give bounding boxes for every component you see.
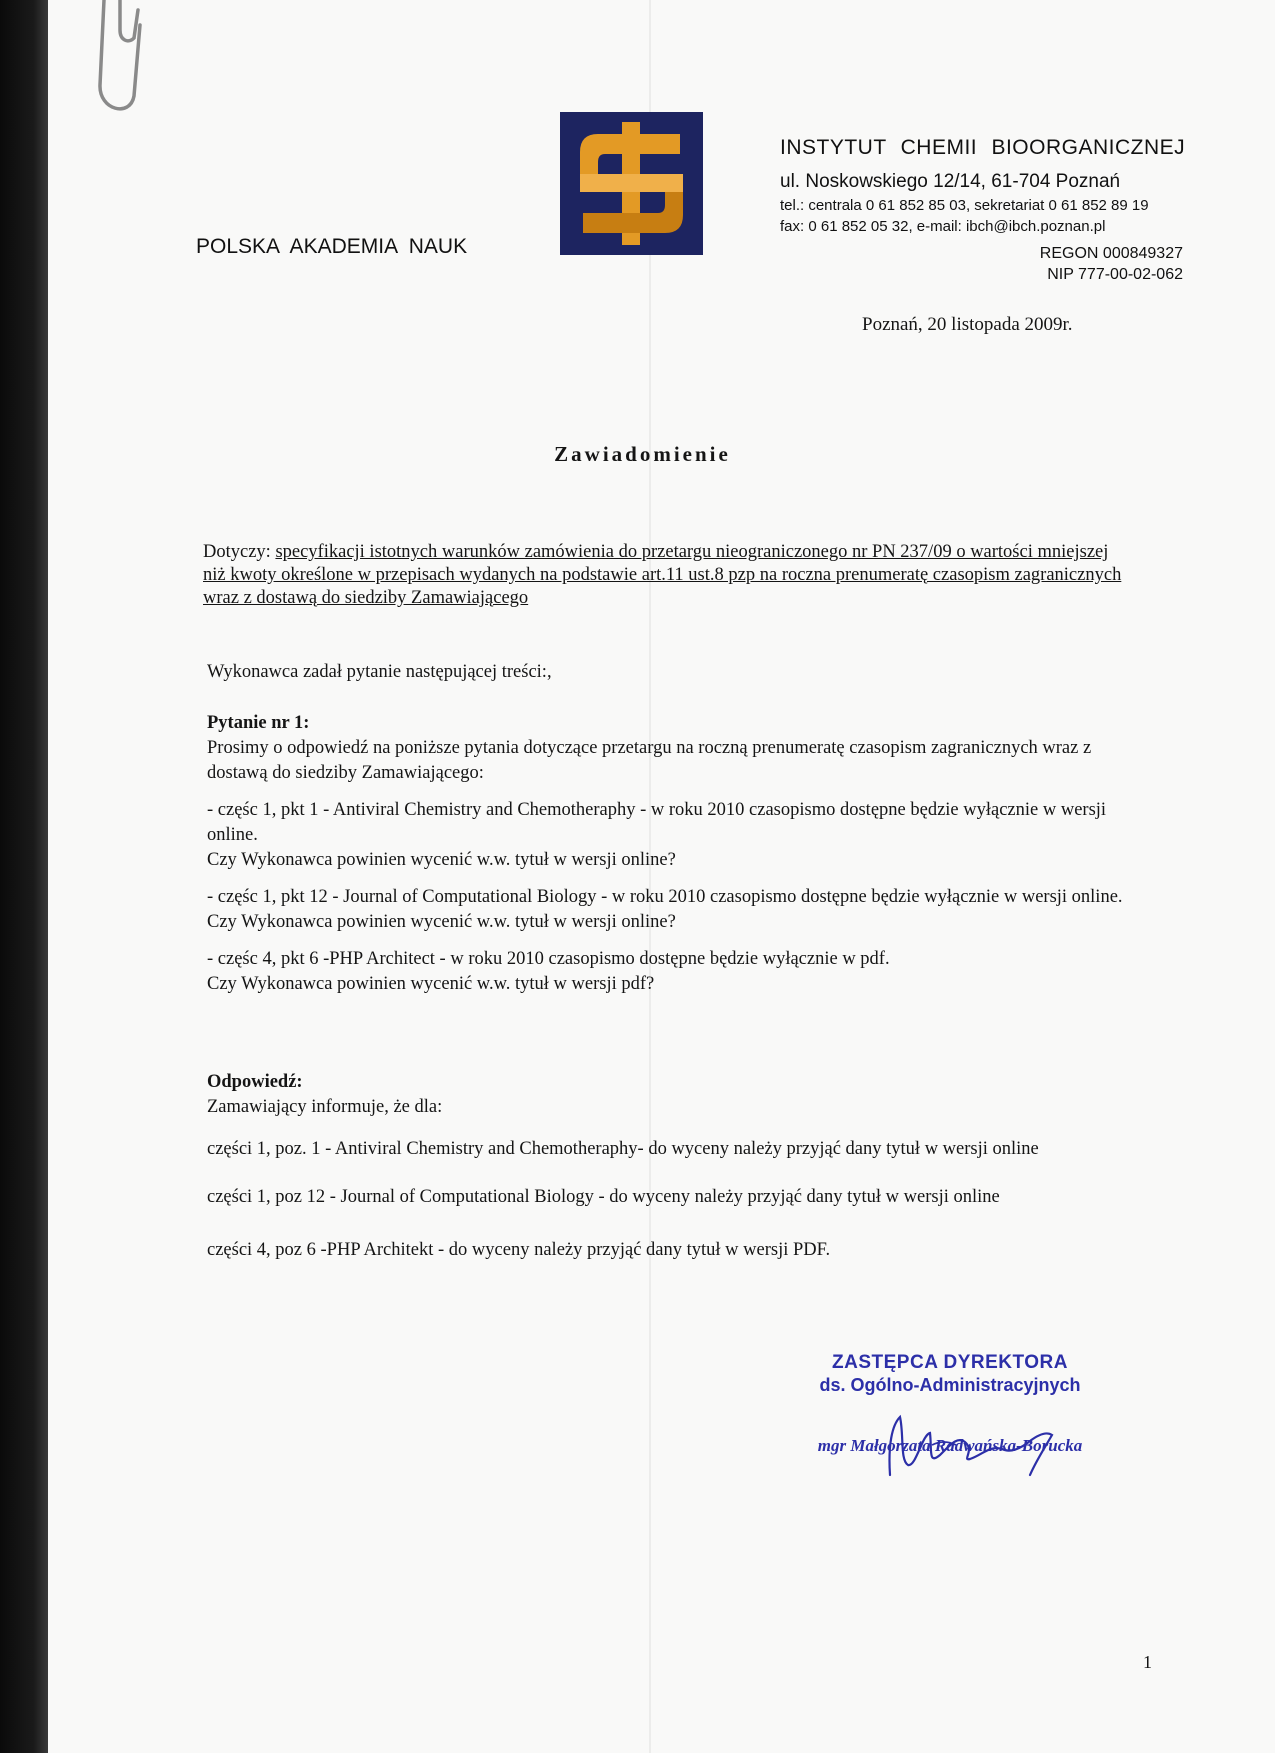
institute-address: ul. Noskowskiego 12/14, 61-704 Poznań (780, 171, 1121, 192)
institute-nip: NIP 777-00-02-062 (1047, 266, 1183, 283)
question-item-ask: Czy Wykonawca powinien wycenić w.w. tytuł w wersji online? (207, 912, 676, 932)
question-item (207, 947, 1147, 997)
subject-block (203, 541, 1133, 610)
document-date: Poznań, 20 listopada 2009r. (862, 314, 1073, 335)
question-item-line: - częśc 1, pkt 1 - Antiviral Chemistry and Chemotheraphy - w roku 2010 czasopismo dostępne będzie wyłącznie w wersji online. (207, 800, 1107, 845)
answer-intro: Zamawiający informuje, że dla: (207, 1097, 443, 1117)
question-block (207, 711, 1147, 1009)
institute-fax-email: fax: 0 61 852 05 32, e-mail: ibch@ibch.poznan.pl (780, 218, 1106, 235)
institute-regon: REGON 000849327 (1039, 245, 1183, 262)
stamp-department: ds. Ogólno-Administracyjnych (819, 1375, 1081, 1395)
question-item-ask: Czy Wykonawca powinien wycenić w.w. tytuł w wersji online? (207, 850, 676, 870)
question-heading: Pytanie nr 1: (207, 713, 310, 733)
answer-block (207, 1070, 1147, 1120)
subject-label: Dotyczy: (203, 542, 271, 562)
institute-name: INSTYTUT CHEMII BIOORGANICZNEJ (780, 136, 1186, 159)
answer-heading: Odpowiedź: (207, 1072, 303, 1092)
answer-item: części 4, poz 6 -PHP Architekt - do wyceny należy przyjąć dany tytuł w wersji PDF. (207, 1240, 831, 1260)
page-number: 1 (1143, 1652, 1152, 1672)
scan-left-edge (0, 0, 48, 1753)
question-text: Prosimy o odpowiedź na poniższe pytania dotyczące przetargu na roczną prenumeratę czasopism zagranicznych wraz z dostawą do siedziby Zamawiającego: (207, 738, 1092, 783)
answer-item: części 1, poz 12 - Journal of Computational Biology - do wyceny należy przyjąć dany tytuł w wersji online (207, 1187, 1000, 1207)
question-item-ask: Czy Wykonawca powinien wycenić w.w. tytuł w wersji pdf? (207, 974, 655, 994)
document-title: Zawiadomienie (554, 442, 731, 466)
stamp-title: ZASTĘPCA DYREKTORA (832, 1352, 1068, 1373)
question-item (207, 798, 1147, 873)
question-item-line: - częśc 1, pkt 12 - Journal of Computational Biology - w roku 2010 czasopismo dostępne będzie wyłącznie w wersji online. (207, 887, 1123, 907)
organization-name: POLSKA AKADEMIA NAUK (196, 235, 468, 258)
institute-logo-icon (560, 112, 703, 255)
intro-text: Wykonawca zadał pytanie następującej treści:, (207, 662, 552, 682)
subject-text: specyfikacji istotnych warunków zamówienia do przetargu nieograniczonego nr PN 237/09 o wartości mniejszej niż kwoty określone w przepisach wydanych na podstawie art.11 ust.8 pzp na roczna prenumeratę czasopism zagranicznych wraz z dostawą do siedziby Zamawiającego (203, 542, 1122, 608)
director-stamp (800, 1352, 1100, 1456)
question-item-line: - częśc 4, pkt 6 -PHP Architect - w roku 2010 czasopismo dostępne będzie wyłącznie w pdf. (207, 949, 890, 969)
question-item (207, 885, 1147, 935)
paperclip-icon (90, 0, 160, 125)
institute-header (780, 136, 1185, 235)
answer-item: części 1, poz. 1 - Antiviral Chemistry and Chemotheraphy- do wyceny należy przyjąć dany tytuł w wersji online (207, 1139, 1039, 1159)
institute-phone: tel.: centrala 0 61 852 85 03, sekretariat 0 61 852 89 19 (780, 197, 1149, 214)
stamp-name: mgr Małgorzata Radwańska-Borucka (817, 1436, 1083, 1455)
